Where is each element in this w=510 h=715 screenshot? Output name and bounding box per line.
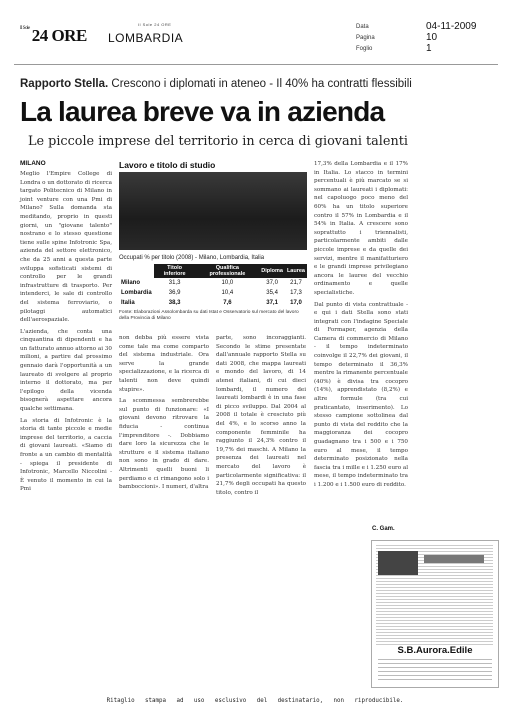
table-cell: 38,3: [168, 300, 181, 306]
table-cell: 37,1: [266, 300, 278, 306]
paragraph: parte, sono incoraggianti. Secondo le stime presentate dall'annuale rapporto Stella su dati 2008, che mappa laureati e mondo del lavoro, di 14 atenei italiani, di cui dieci lombardi, il numero dei laureati lombardi è in una fase di picco sviluppo. Dal 2004 al 2008 il totale è cresciuto più del 4%, e lo scorso anno la componente femminile ha raggiunto il 24,3% contro il 19,7% dei maschi. A Milano la presenza dei laureati nel mercato del lavoro è particolarmente significativa: il 21,7% degli occupati ha questo titolo, contro il: [216, 335, 306, 496]
meta-row-page: Pagina 10: [356, 32, 438, 43]
table-cell: 10,4: [221, 290, 234, 296]
ad-brand: S.B.Aurora.Edile: [397, 645, 473, 656]
ad-image: [376, 545, 493, 645]
table-header-cell: Titolo inferiore: [154, 264, 196, 278]
supplement-logo: Il Sole 24 ORE LOMBARDIA: [108, 22, 184, 45]
table-cell-region: Lombardia: [121, 290, 152, 296]
masthead: [20, 20, 490, 60]
article-kicker: Rapporto Stella. Crescono i diplomati in ateneo - Il 40% ha contratti flessibili: [20, 78, 412, 90]
table-cell: 10,0: [221, 280, 234, 286]
ad-graphic: [378, 551, 418, 575]
author-signature: C. Gam.: [372, 526, 395, 532]
table-cell-region: Italia: [121, 300, 135, 306]
table-row: [119, 288, 307, 298]
chart-box: [119, 160, 307, 330]
table-header-cell: Qualifica professionale: [196, 264, 260, 278]
table-header-cell: Laurea: [285, 264, 307, 278]
chart-title: Lavoro e titolo di studio: [119, 160, 216, 170]
dateline: MILANO: [20, 160, 46, 167]
paragraph: Dal punto di vista contrattuale - e qui i dati Stella sono stati integrati con l'indagine Speciale di Formaper, agenzia della Camera di commercio di Milano - il tempo indeterminato coinvolge il 22,7% dei giovani, il tempo determinato il 36,3% mentre la rimanente percentuale (40%) è divisa tra cocopro (14%), apprendistato (8,2%) e altre formule (tra cui praticantato, inserimento). Lo stesso campione sottolinea dal punto di vista del reddito che la maggioranza dei cocopro guadagnano tra i 500 e i 750 euro al mese, il tempo determinato posizionato nella fascia tra i mille e i 1.250 euro al mese, il tempo indeterminato tra i 1.200 e i 1.500 euro di reddito.: [314, 301, 408, 488]
table-row: [119, 298, 307, 308]
table-cell: 36,9: [168, 290, 181, 296]
table-cell: 17,3: [290, 290, 302, 296]
table-header-cell: [119, 264, 154, 278]
divider: [14, 64, 498, 65]
paragraph: La scommessa sembrerebbe sul punto di funzionare: «I giovani devono ritrovare la fiducia - continua l'imprenditore -. Dobbiamo dare loro la sicurezza che le strutture e il sistema italiano non sono in grado di dare. Altrimenti quelli buoni li perdiamo e ci rimangono solo i bamboccioni». I numeri, d'altra: [119, 398, 209, 491]
body-column-4: [314, 160, 408, 490]
chart-source: Fonte: Elaborazioni Assolombarda su dati Istat e Osservatorio sul mercato del lavoro della Provincia di Milano: [119, 310, 299, 321]
table-cell: 21,7: [290, 280, 302, 286]
paragraph: Meglio l'Empire College di Londra o un dottorato di ricerca targato Politecnico di Milano in joint venture con una Pmi di Milano? Sulla domanda sta meditando, proprio in questi giorni, un "giovane talento" nostrano e lo stesso questione tiene sulle spine Infotronic Spa, azienda del settore elettronico, che da 25 anni a questa parte sviluppa sofisticati sistemi di controllo per le grandi infrastrutture di trasporto. Per intenderci, le sale di controllo del sistema ferroviario, o pilotaggi automatici dell'aerospaziale.: [20, 171, 112, 324]
paragraph: 17,3% della Lombardia e il 17% in Italia. Lo stacco in termini percentuali è più marcato se si sommano ai laureati i diplomati: nel capoluogo poco meno del 60% ha un titolo superiore contro il 57% in Lombardia e il 54% in Italia. A crescere sono soprattutto i triennalisti, particolarmente ambiti dalle piccole imprese e da quelle dei servizi, mentre il manifatturiero e le grandi imprese privilegiano ancora le lauree del vecchio ordinamento e quelle specialistiche.: [314, 161, 408, 296]
article-headline: La laurea breve va in azienda: [20, 96, 385, 127]
clipping-footer: Ritaglio stampa ad uso esclusivo del destinatario, non riproducibile.: [106, 698, 404, 704]
advertisement-thumbnail: [371, 540, 499, 688]
data-table: [119, 264, 307, 308]
table-cell-region: Milano: [121, 280, 140, 286]
paragraph: La storia di Infotronic è la storia di tante piccole e medie imprese del territorio, a caccia di giovani laureati. «Siamo di fronte a un cambio di mentalità - spiega il presidente di Infotronic, Marcello Niccolini - È venuto il momento in cui la Pmi: [20, 417, 112, 493]
body-column-1: [20, 170, 112, 494]
article-subhead: Le piccole imprese del territorio in cerca di giovani talenti: [28, 134, 408, 149]
clipping-meta: [356, 21, 506, 54]
table-cell: 37,0: [266, 280, 278, 286]
photo: [119, 172, 307, 250]
paragraph: L'azienda, che conta una cinquantina di dipendenti e ha un fatturato annuo attorno ai 30 milioni, a partire dal prossimo gennaio darà l'opportunità a un laureato di svolgere al proprio interno il dottorato, ma per l'epilogo della vicenda bisognerà aspettare ancora qualche settimana.: [20, 328, 112, 413]
ad-graphic: [424, 555, 484, 563]
table-row: [119, 278, 307, 288]
table-cell: 31,3: [168, 280, 181, 286]
body-column-2: [119, 334, 209, 492]
newspaper-logo: $^{Il Sole}$ 24 ORE: [20, 26, 87, 45]
chart-subtitle: Occupati % per titolo (2008) - Milano, Lombardia, Italia: [119, 255, 265, 261]
ad-text-lines: [378, 659, 492, 681]
table-cell: 17,0: [290, 300, 302, 306]
table-cell: 7,6: [223, 300, 232, 306]
paragraph: non debba più essere vista come tale ma come comparto del sistema industriale. Ora serve la grande specializzazione, e la ricerca di talenti non deve quindi stupire».: [119, 335, 209, 393]
meta-row-date: Data 04-11-2009: [356, 21, 477, 32]
table-header-row: [119, 264, 307, 278]
table-header-cell: Diploma: [259, 264, 285, 278]
meta-row-sheet: Foglio 1: [356, 43, 432, 54]
table-cell: 35,4: [266, 290, 278, 296]
body-column-3: [216, 334, 306, 497]
